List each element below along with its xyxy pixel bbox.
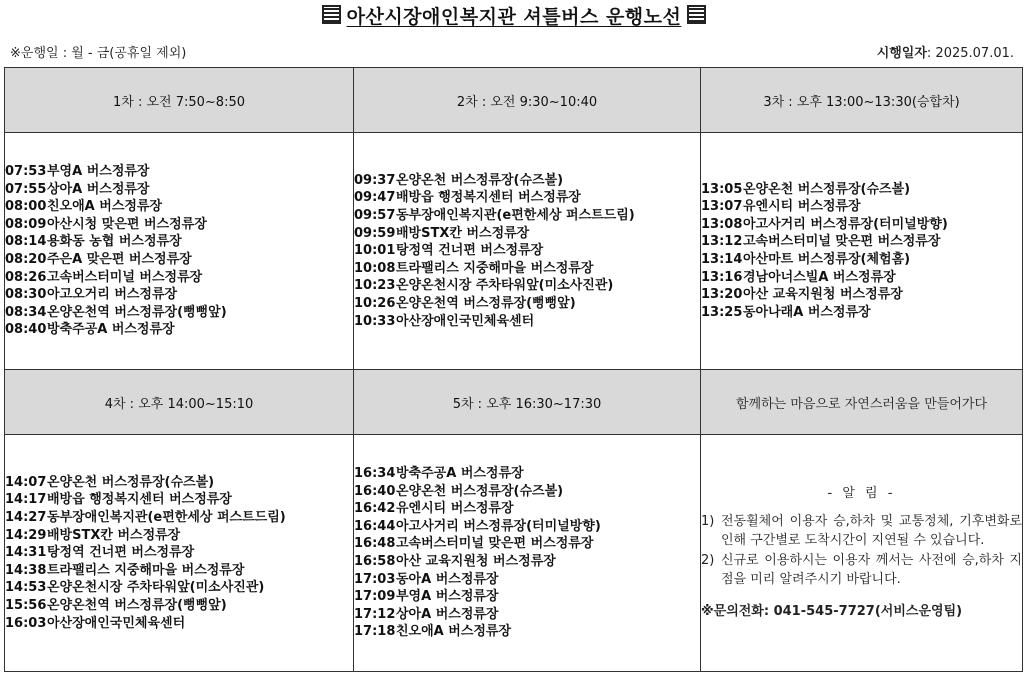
stop-list xyxy=(354,465,700,641)
stop-name: 온양온천역 버스정류장(뻥뻥앞) xyxy=(47,304,227,320)
notice-title: - 알 림 - xyxy=(827,485,896,501)
notice-item-number: 1) xyxy=(701,514,715,529)
stop-item xyxy=(354,623,700,641)
stop-name: 동아A 버스정류장 xyxy=(396,571,499,587)
stop-item xyxy=(354,500,700,518)
stop-item xyxy=(5,509,353,527)
stop-item xyxy=(5,579,353,597)
stop-time: 17:09 xyxy=(354,589,396,605)
stop-name: 부영A 버스정류장 xyxy=(47,164,150,180)
stop-time: 07:55 xyxy=(5,181,47,197)
page-title xyxy=(0,2,1028,29)
stop-time: 09:57 xyxy=(354,208,396,224)
stop-time: 17:03 xyxy=(354,571,396,587)
stop-item xyxy=(701,286,1022,304)
stop-time: 16:40 xyxy=(354,483,396,499)
stop-item xyxy=(701,181,1022,199)
stop-time: 14:17 xyxy=(5,492,47,508)
stop-item xyxy=(354,483,700,501)
stop-item xyxy=(5,198,353,216)
stop-item xyxy=(5,491,353,509)
stop-time: 10:26 xyxy=(354,295,396,311)
stop-name: 탕정역 건너편 버스정류장 xyxy=(396,243,544,259)
run-header-4: 4차 : 오후 14:00~15:10 xyxy=(5,370,354,435)
stop-name: 온양온천시장 주차타워앞(미소사진관) xyxy=(47,580,265,596)
stop-item xyxy=(5,544,353,562)
stop-item xyxy=(5,615,353,633)
stop-name: 온양온천역 버스정류장(뻥뻥앞) xyxy=(47,597,227,613)
stop-name: 온양온천 버스정류장(슈즈볼) xyxy=(47,474,215,490)
stop-time: 09:37 xyxy=(354,172,396,188)
stop-time: 07:53 xyxy=(5,164,47,180)
stop-time: 08:00 xyxy=(5,199,47,215)
stop-item xyxy=(701,233,1022,251)
stop-item xyxy=(354,553,700,571)
stop-item xyxy=(354,588,700,606)
stop-time: 08:20 xyxy=(5,252,47,267)
notice-item-number: 2) xyxy=(701,553,715,568)
stop-item xyxy=(5,181,353,199)
contact-phone: ※문의전화: 041-545-7727(서비스운영팀) xyxy=(701,604,963,619)
stop-name: 아산마트 버스정류장(체험홈) xyxy=(743,252,911,267)
stop-time: 16:48 xyxy=(354,536,396,552)
stop-time: 13:08 xyxy=(701,216,743,232)
stop-time: 15:56 xyxy=(5,597,47,613)
stop-time: 13:20 xyxy=(701,287,743,303)
stop-name: 아산 교육지원청 버스정류장 xyxy=(396,554,556,569)
notice-item xyxy=(701,513,1022,550)
stop-item xyxy=(5,251,353,269)
stop-item xyxy=(5,304,353,322)
notice-item-text: 전동휠체어 이용자 승,하차 및 교통정체, 기후변화로 인해 구간별로 도착시간이 지연될 수 있습니다. xyxy=(721,514,1022,548)
stop-item xyxy=(354,465,700,483)
stop-time: 09:47 xyxy=(354,190,396,206)
stop-item xyxy=(5,321,353,339)
stop-time: 14:07 xyxy=(5,474,47,490)
stop-time: 14:29 xyxy=(5,527,47,543)
effective-date xyxy=(877,42,1014,61)
stop-time: 17:12 xyxy=(354,606,396,622)
run-stops-3 xyxy=(701,133,1023,370)
stop-time: 10:01 xyxy=(354,243,396,259)
stop-time: 14:38 xyxy=(5,562,47,578)
stop-name: 상아A 버스정류장 xyxy=(47,181,150,197)
stop-time: 08:09 xyxy=(5,216,47,232)
stop-name: 주은A 맞은편 버스정류장 xyxy=(47,252,192,267)
stop-time: 14:53 xyxy=(5,580,47,596)
stop-name: 온양온천 버스정류장(슈즈볼) xyxy=(396,172,564,188)
stop-name: 방축주공A 버스정류장 xyxy=(396,466,524,482)
stop-item xyxy=(5,597,353,615)
stop-name: 아고사거리 버스정류장(터미널방향) xyxy=(743,216,948,232)
run-stops-5 xyxy=(354,435,701,672)
stop-name: 탕정역 건너편 버스정류장 xyxy=(47,545,195,561)
effective-date-value: : 2025.07.01. xyxy=(926,46,1014,61)
stop-item xyxy=(354,295,700,313)
stop-time: 08:26 xyxy=(5,269,47,285)
stop-time: 13:14 xyxy=(701,252,743,267)
stop-name: 동아나래A 버스정류장 xyxy=(743,304,871,320)
stop-item xyxy=(701,198,1022,216)
stop-item xyxy=(5,216,353,234)
stop-item xyxy=(5,163,353,181)
stop-name: 친오애A 버스정류장 xyxy=(396,624,512,640)
notice-cell xyxy=(701,435,1023,672)
stop-name: 트라팰리스 지중해마을 버스정류장 xyxy=(47,562,245,578)
schedule-table xyxy=(4,67,1023,672)
stop-list xyxy=(354,172,700,330)
stop-item xyxy=(5,474,353,492)
stop-item xyxy=(5,233,353,251)
stop-time: 16:42 xyxy=(354,501,396,517)
operating-days: ※운행일 : 월 - 금(공휴일 제외) xyxy=(10,46,187,61)
stop-time: 08:30 xyxy=(5,287,47,303)
stop-name: 동부장애인복지관(e편한세상 퍼스트드림) xyxy=(47,510,286,526)
stop-name: 온양온천 버스정류장(슈즈볼) xyxy=(743,181,911,197)
stop-item xyxy=(354,207,700,225)
stop-name: 경남아너스빌A 버스정류장 xyxy=(743,269,896,285)
stop-time: 13:07 xyxy=(701,199,743,215)
stop-name: 부영A 버스정류장 xyxy=(396,589,499,605)
notice xyxy=(701,485,1022,622)
notice-item xyxy=(701,552,1022,589)
stop-name: 트라팰리스 지중해마을 버스정류장 xyxy=(396,260,594,276)
stop-item xyxy=(5,562,353,580)
stop-name: 온양온천 버스정류장(슈즈볼) xyxy=(396,483,564,499)
stop-name: 아산장애인국민체육센터 xyxy=(47,615,186,631)
stop-name: 아고오거리 버스정류장 xyxy=(47,287,178,303)
stop-list xyxy=(5,163,353,339)
stop-time: 09:59 xyxy=(354,225,396,241)
square-icon xyxy=(322,5,341,24)
stop-name: 온양온천시장 주차타워앞(미소사진관) xyxy=(396,278,614,294)
stop-time: 17:18 xyxy=(354,624,396,640)
stop-name: 고속버스터미널 맞은편 버스정류장 xyxy=(743,234,941,250)
stop-item xyxy=(354,535,700,553)
title-text: 아산시장애인복지관 셔틀버스 운행노선 xyxy=(346,6,682,28)
stop-time: 14:27 xyxy=(5,510,47,526)
slogan: 함께하는 마음으로 자연스러움을 만들어가다 xyxy=(701,370,1023,435)
stop-item xyxy=(701,216,1022,234)
stop-name: 친오애A 버스정류장 xyxy=(47,199,163,215)
notice-item-text: 신규로 이용하시는 이용자 께서는 사전에 승,하차 지점을 미리 알려주시기 바랍니다. xyxy=(721,553,1022,587)
stop-time: 16:44 xyxy=(354,518,396,534)
stop-time: 08:34 xyxy=(5,304,47,320)
stop-item xyxy=(354,277,700,295)
run-header-3: 3차 : 오후 13:00~13:30(승합차) xyxy=(701,68,1023,133)
run-header-1: 1차 : 오전 7:50~8:50 xyxy=(5,68,354,133)
stop-name: 방축주공A 버스정류장 xyxy=(47,322,175,338)
square-icon xyxy=(687,5,706,24)
stop-name: 고속버스터미널 맞은편 버스정류장 xyxy=(396,536,594,552)
stop-item xyxy=(701,251,1022,269)
stop-item xyxy=(354,571,700,589)
stop-name: 아고사거리 버스정류장(터미널방향) xyxy=(396,518,601,534)
stop-time: 16:34 xyxy=(354,466,396,482)
stop-name: 용화동 농협 버스정류장 xyxy=(47,234,182,250)
stop-name: 배방STX칸 버스정류장 xyxy=(396,225,530,241)
stop-time: 08:14 xyxy=(5,234,47,250)
stop-time: 08:40 xyxy=(5,322,47,338)
stop-time: 10:08 xyxy=(354,260,396,276)
effective-date-label: 시행일자 xyxy=(876,46,927,61)
run-header-2: 2차 : 오전 9:30~10:40 xyxy=(354,68,701,133)
stop-name: 배방읍 행정복지센터 버스정류장 xyxy=(47,492,232,508)
stop-time: 13:25 xyxy=(701,304,743,320)
stop-name: 유엔시티 버스정류장 xyxy=(743,199,861,215)
stop-time: 16:58 xyxy=(354,554,396,569)
stop-name: 배방STX칸 버스정류장 xyxy=(47,527,181,543)
stop-list xyxy=(5,474,353,632)
stop-list xyxy=(701,181,1022,322)
stop-time: 13:16 xyxy=(701,269,743,285)
stop-item xyxy=(354,606,700,624)
stop-item xyxy=(354,242,700,260)
stop-time: 14:31 xyxy=(5,545,47,561)
stop-name: 동부장애인복지관(e편한세상 퍼스트드림) xyxy=(396,208,635,224)
stop-item xyxy=(701,304,1022,322)
stop-name: 배방읍 행정복지센터 버스정류장 xyxy=(396,190,581,206)
stop-name: 고속버스터미널 버스정류장 xyxy=(47,269,203,285)
stop-name: 상아A 버스정류장 xyxy=(396,606,499,622)
stop-item xyxy=(5,527,353,545)
stop-item xyxy=(701,269,1022,287)
stop-name: 유엔시티 버스정류장 xyxy=(396,501,514,517)
stop-name: 아산장애인국민체육센터 xyxy=(396,313,535,329)
stop-time: 16:03 xyxy=(5,615,47,631)
stop-name: 아산시청 맞은편 버스정류장 xyxy=(47,216,207,232)
stop-item xyxy=(354,260,700,278)
stop-item xyxy=(5,286,353,304)
run-stops-4 xyxy=(5,435,354,672)
stop-time: 13:05 xyxy=(701,181,743,197)
stop-item xyxy=(354,313,700,331)
run-stops-1 xyxy=(5,133,354,370)
stop-name: 아산 교육지원청 버스정류장 xyxy=(743,287,903,303)
stop-item xyxy=(5,269,353,287)
stop-item xyxy=(354,518,700,536)
stop-item xyxy=(354,225,700,243)
run-stops-2 xyxy=(354,133,701,370)
stop-time: 10:23 xyxy=(354,278,396,294)
run-header-5: 5차 : 오후 16:30~17:30 xyxy=(354,370,701,435)
stop-name: 온양온천역 버스정류장(뻥뻥앞) xyxy=(396,295,576,311)
stop-item xyxy=(354,172,700,190)
stop-time: 10:33 xyxy=(354,313,396,329)
stop-time: 13:12 xyxy=(701,234,743,250)
stop-item xyxy=(354,189,700,207)
